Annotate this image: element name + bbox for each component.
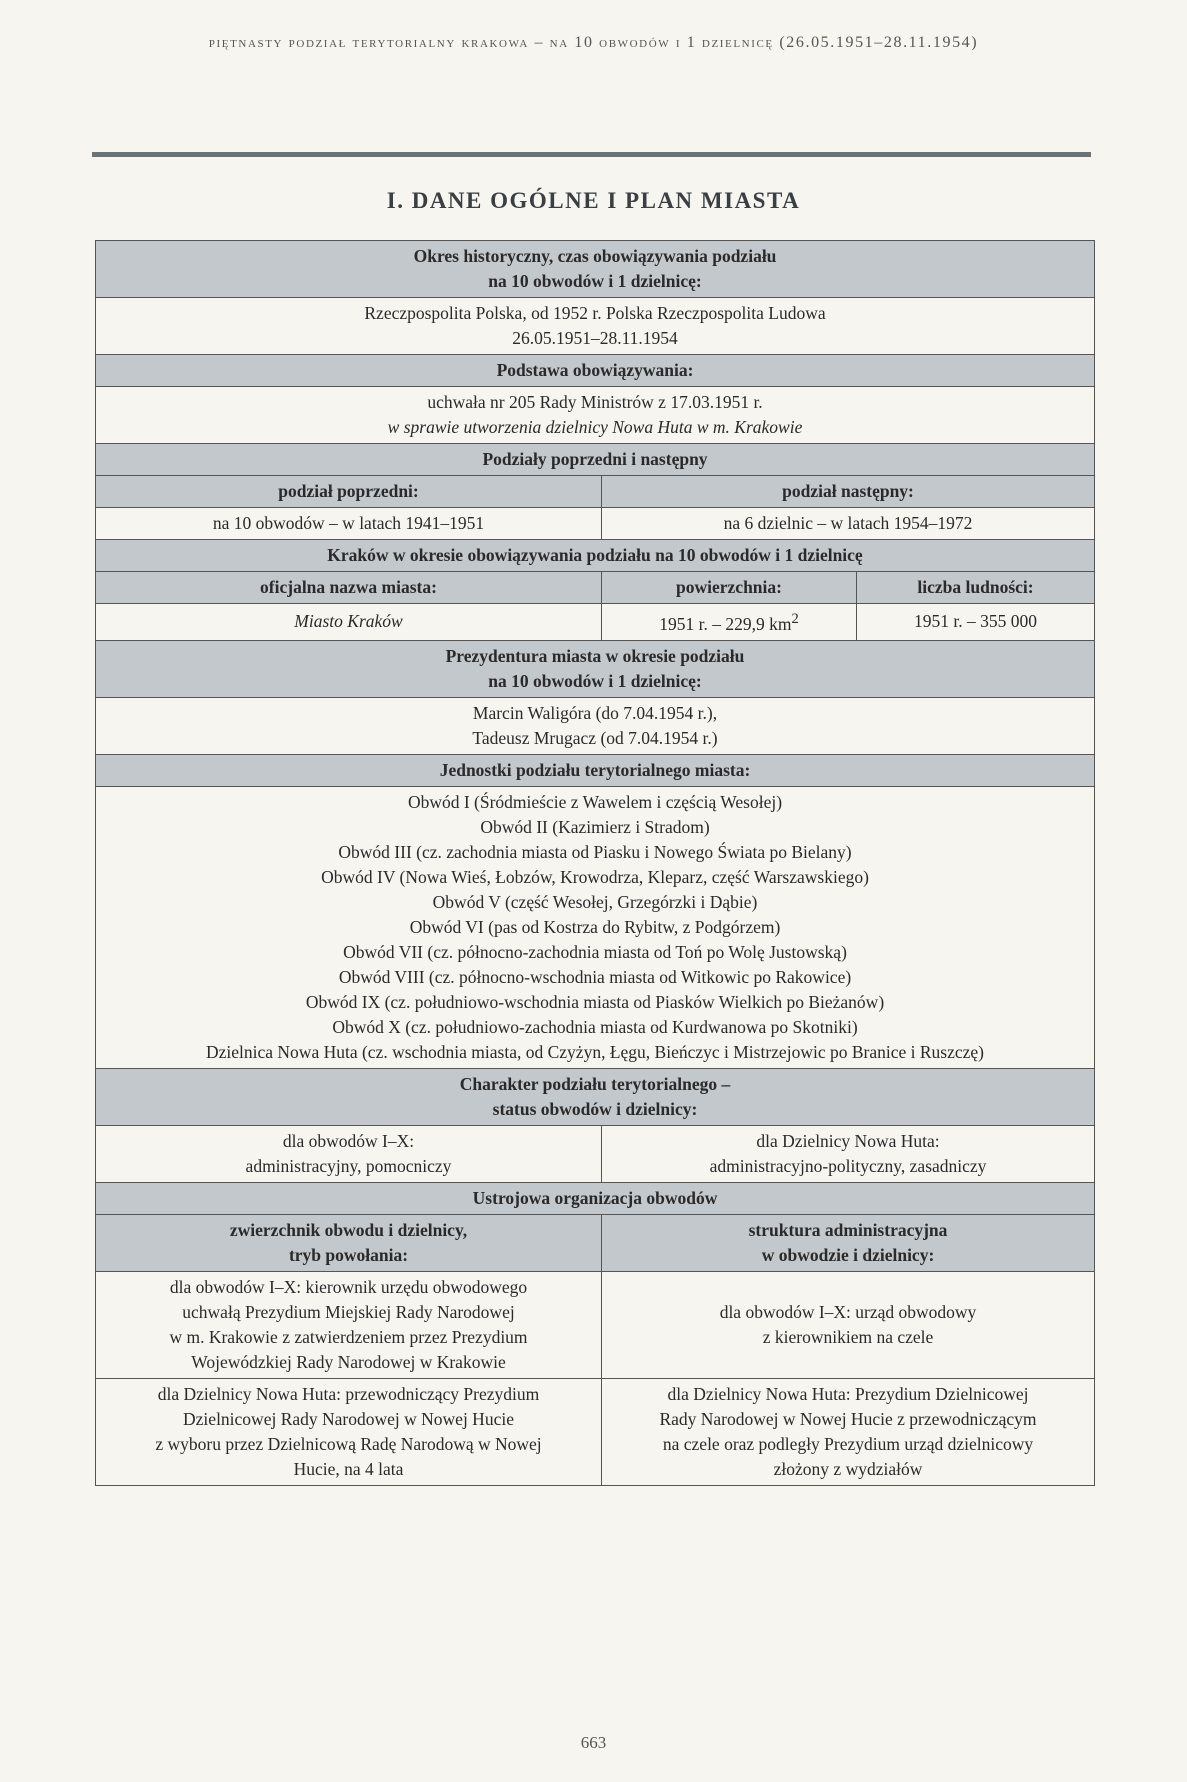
- charakter-nowa-huta-line-1: dla Dzielnicy Nowa Huta:: [756, 1130, 940, 1151]
- krakow-label-row: [96, 572, 1095, 604]
- prezydentura-value-line-2: Tadeusz Mrugacz (od 7.04.1954 r.): [472, 727, 718, 748]
- text-line: z kierownikiem na czele: [762, 1326, 934, 1347]
- area-label: powierzchnia:: [602, 572, 857, 604]
- prezydentura-value: [96, 697, 1095, 754]
- prezydentura-header: [96, 640, 1095, 697]
- podstawa-header-row: [96, 355, 1095, 387]
- krakow-header: Kraków w okresie obowiązywania podziału na 10 obwodów i 1 dzielnicę: [96, 540, 1095, 572]
- text-line: dla Dzielnicy Nowa Huta: Prezydium Dzielnicowej: [667, 1383, 1029, 1404]
- text-line: dla obwodów I–X: urząd obwodowy: [719, 1301, 977, 1322]
- ustroj-row-obwody: [96, 1271, 1095, 1378]
- prezydentura-header-row: [96, 640, 1095, 697]
- krakow-value-row: [96, 604, 1095, 641]
- city-name-label: oficjalna nazwa miasta:: [96, 572, 602, 604]
- zwierzchnik-label-line-1: zwierzchnik obwodu i dzielnicy,: [229, 1219, 468, 1240]
- jednostki-list: [96, 786, 1095, 1068]
- okres-value-line-2: 26.05.1951–28.11.1954: [512, 328, 678, 348]
- next-division-label: podział następny:: [602, 476, 1095, 508]
- next-division-value: na 6 dzielnic – w latach 1954–1972: [602, 508, 1095, 540]
- unit-item: Obwód IV (Nowa Wieś, Łobzów, Krowodrza, Kleparz, część Warszawskiego): [321, 866, 869, 887]
- charakter-nowa-huta: [602, 1125, 1095, 1182]
- text-line: Dzielnicowej Rady Narodowej w Nowej Hucie: [183, 1408, 514, 1429]
- text-line: w m. Krakowie z zatwierdzeniem przez Prezydium: [169, 1326, 528, 1347]
- okres-header: [96, 241, 1095, 298]
- krakow-header-row: [96, 540, 1095, 572]
- area-value: 1951 r. – 229,9 km: [659, 613, 792, 634]
- charakter-nowa-huta-line-2: administracyjno-polityczny, zasadniczy: [709, 1155, 987, 1176]
- ustroj-header: Ustrojowa organizacja obwodów: [96, 1182, 1095, 1214]
- ustroj-header-row: [96, 1182, 1095, 1214]
- info-table: [95, 240, 1095, 1486]
- area-value-cell: [602, 604, 857, 641]
- text-line: złożony z wydziałów: [773, 1458, 923, 1479]
- okres-value: [96, 298, 1095, 355]
- unit-item: Obwód VII (cz. północno-zachodnia miasta od Toń po Wolę Justowską): [343, 941, 847, 962]
- ustroj-label-row: [96, 1214, 1095, 1271]
- population-label: liczba ludności:: [857, 572, 1095, 604]
- podstawa-value: [96, 387, 1095, 444]
- zwierzchnik-label: [96, 1214, 602, 1271]
- charakter-header-line-2: status obwodów i dzielnicy:: [492, 1098, 698, 1119]
- unit-item: Dzielnica Nowa Huta (cz. wschodnia miasta, od Czyżyn, Łęgu, Bieńczyc i Mistrzejowic po Branice i Ruszczę): [206, 1041, 984, 1062]
- section-title: I. DANE OGÓLNE I PLAN MIASTA: [386, 188, 801, 213]
- podzialy-header-row: [96, 444, 1095, 476]
- okres-header-line-1: Okres historyczny, czas obowiązywania podziału: [413, 246, 777, 266]
- podstawa-value-italic: w sprawie utworzenia dzielnicy Nowa Huta w m. Krakowie: [387, 417, 803, 437]
- podstawa-value-row: [96, 387, 1095, 444]
- unit-item: Obwód I (Śródmieście z Wawelem i częścią Wesołej): [407, 791, 783, 812]
- text-line: dla Dzielnicy Nowa Huta: przewodniczący Prezydium: [157, 1383, 540, 1404]
- charakter-obwody-line-1: dla obwodów I–X:: [282, 1130, 415, 1151]
- struktura-obwody: [602, 1271, 1095, 1378]
- unit-item: Obwód V (część Wesołej, Grzegórzki i Dąbie): [432, 891, 758, 912]
- charakter-header-row: [96, 1068, 1095, 1125]
- jednostki-header-row: [96, 754, 1095, 786]
- prezydentura-header-line-2: na 10 obwodów i 1 dzielnicę:: [488, 670, 702, 691]
- struktura-label-line-1: struktura administracyjna: [748, 1219, 948, 1240]
- population-value: 1951 r. – 355 000: [857, 604, 1095, 641]
- text-line: z wyboru przez Dzielnicową Radę Narodową w Nowej: [155, 1433, 542, 1454]
- prev-division-label: podział poprzedni:: [96, 476, 602, 508]
- text-line: Hucie, na 4 lata: [293, 1458, 404, 1479]
- charakter-value-row: [96, 1125, 1095, 1182]
- text-line: dla obwodów I–X: kierownik urzędu obwodowego: [169, 1276, 528, 1297]
- jednostki-header: Jednostki podziału terytorialnego miasta:: [96, 754, 1095, 786]
- okres-header-line-2: na 10 obwodów i 1 dzielnicę:: [488, 271, 702, 291]
- prezydentura-header-line-1: Prezydentura miasta w okresie podziału: [445, 645, 745, 666]
- unit-item: Obwód III (cz. zachodnia miasta od Piasku i Nowego Świata po Bielany): [338, 841, 852, 862]
- struktura-label-line-2: w obwodzie i dzielnicy:: [761, 1244, 935, 1265]
- page-number: 663: [580, 1733, 607, 1752]
- unit-item: Obwód VI (pas od Kostrza do Rybitw, z Podgórzem): [409, 916, 781, 937]
- text-line: na czele oraz podległy Prezydium urząd dzielnicowy: [662, 1433, 1034, 1454]
- okres-value-row: [96, 298, 1095, 355]
- city-name-value: Miasto Kraków: [96, 604, 602, 641]
- struktura-nowa-huta: [602, 1378, 1095, 1485]
- text-line: Wojewódzkiej Rady Narodowej w Krakowie: [191, 1351, 506, 1372]
- unit-item: Obwód II (Kazimierz i Stradom): [480, 816, 710, 837]
- area-unit-sup: 2: [791, 611, 799, 627]
- podstawa-header: Podstawa obowiązywania:: [96, 355, 1095, 387]
- ustroj-row-nowa-huta: [96, 1378, 1095, 1485]
- text-line: Rady Narodowej w Nowej Hucie z przewodniczącym: [659, 1408, 1037, 1429]
- podstawa-value-line: uchwała nr 205 Rady Ministrów z 17.03.1951 r.: [427, 392, 763, 412]
- okres-value-line-1: Rzeczpospolita Polska, od 1952 r. Polska Rzeczpospolita Ludowa: [364, 303, 826, 323]
- podzialy-label-row: [96, 476, 1095, 508]
- prezydentura-value-line-1: Marcin Waligóra (do 7.04.1954 r.),: [472, 702, 718, 723]
- podzialy-header: Podziały poprzedni i następny: [96, 444, 1095, 476]
- header-rule: [92, 152, 1091, 157]
- unit-item: Obwód VIII (cz. północno-wschodnia miasta od Witkowic po Rakowice): [338, 966, 852, 987]
- zwierzchnik-nowa-huta: [96, 1378, 602, 1485]
- prev-division-value: na 10 obwodów – w latach 1941–1951: [96, 508, 602, 540]
- struktura-label: [602, 1214, 1095, 1271]
- prezydentura-value-row: [96, 697, 1095, 754]
- running-head: piętnasty podział terytorialny krakowa – na 10 obwodów i 1 dzielnicę (26.05.1951–28.11.1954): [208, 34, 979, 51]
- charakter-obwody-line-2: administracyjny, pomocniczy: [245, 1155, 452, 1176]
- zwierzchnik-label-line-2: tryb powołania:: [288, 1244, 409, 1265]
- unit-item: Obwód X (cz. południowo-zachodnia miasta od Kurdwanowa po Skotniki): [332, 1016, 858, 1037]
- text-line: uchwałą Prezydium Miejskiej Rady Narodowej: [182, 1301, 515, 1322]
- jednostki-list-row: [96, 786, 1095, 1068]
- zwierzchnik-obwody: [96, 1271, 602, 1378]
- unit-item: Obwód IX (cz. południowo-wschodnia miasta od Piasków Wielkich po Bieżanów): [305, 991, 885, 1012]
- charakter-header-line-1: Charakter podziału terytorialnego –: [459, 1073, 731, 1094]
- podzialy-value-row: [96, 508, 1095, 540]
- okres-header-row: [96, 241, 1095, 298]
- info-table-wrapper: [95, 240, 1094, 1486]
- charakter-header: [96, 1068, 1095, 1125]
- charakter-obwody: [96, 1125, 602, 1182]
